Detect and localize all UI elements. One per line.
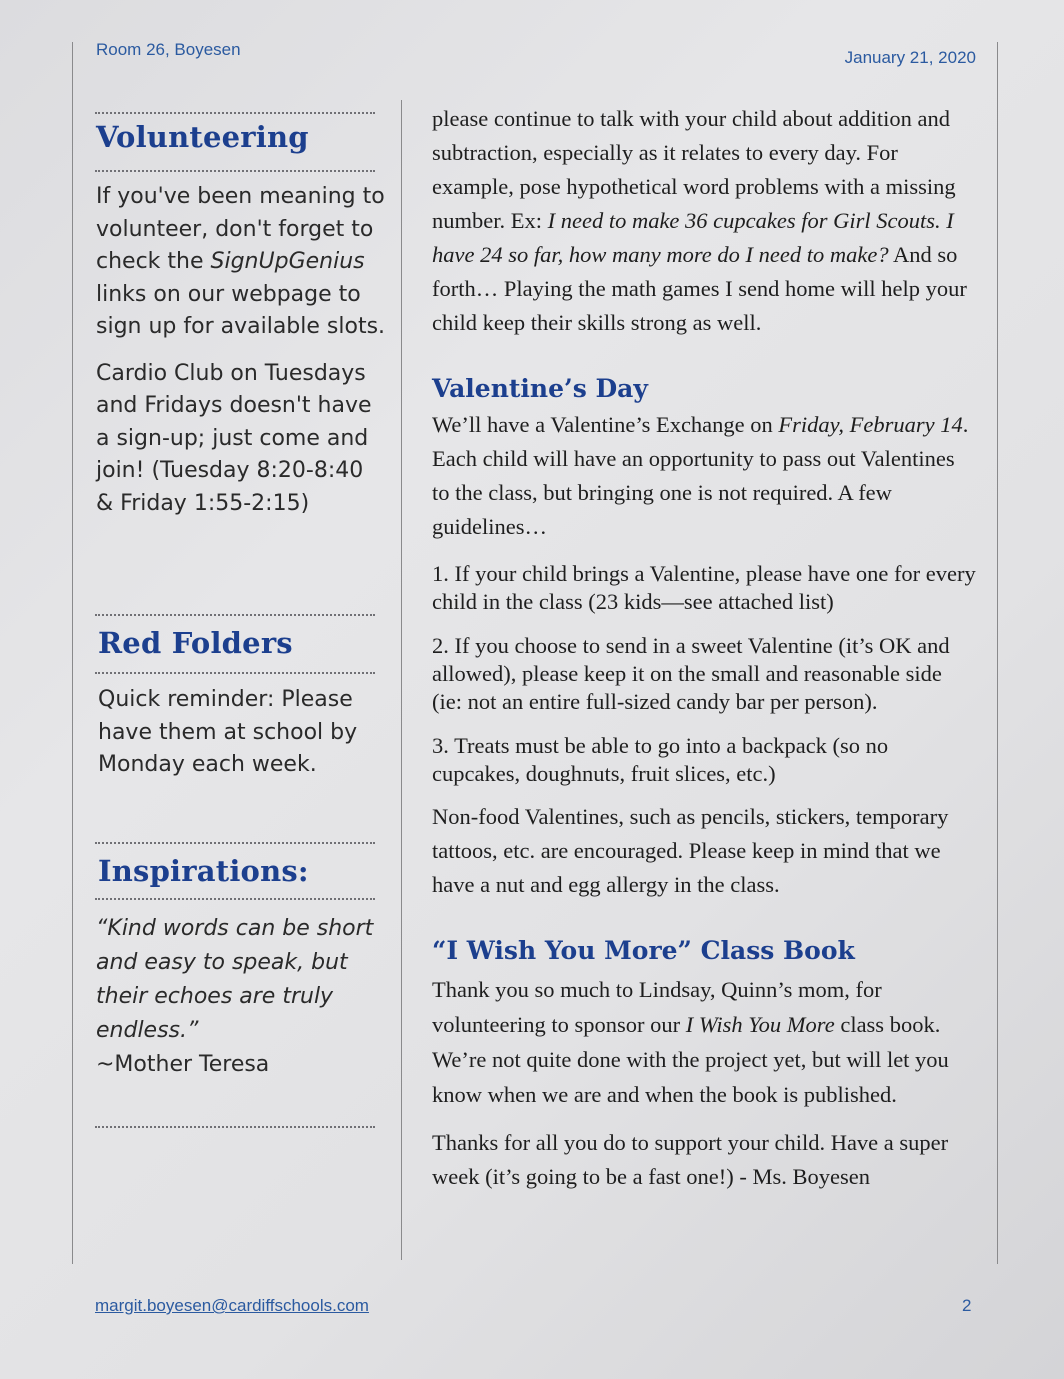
divider-dotted [95, 112, 375, 114]
volunteering-text: If you've been meaning to volunteer, don't forget to check the [96, 184, 385, 274]
book-title: I Wish You More [685, 1012, 835, 1037]
red-folders-body [98, 684, 388, 796]
page-border-left [72, 42, 73, 1264]
inspirations-heading: Inspirations: [98, 854, 309, 888]
email-link[interactable]: margit.boyesen@cardiffschools.com [95, 1296, 369, 1315]
divider-dotted [95, 842, 375, 844]
page-number: 2 [962, 1296, 972, 1315]
class-book-text: Thank you so much to Lindsay, Quinn’s mom, for volunteering to sponsor our [432, 977, 882, 1037]
guideline-item-3: 3. Treats must be able to go into a backpack (so no cupcakes, doughnuts, fruit slices, etc.) [432, 733, 889, 786]
inspiration-author: ~Mother Teresa [96, 1052, 270, 1077]
red-folders-text: Quick reminder: Please have them at school by Monday each week. [98, 687, 358, 777]
divider-dotted [95, 1126, 375, 1128]
volunteering-paragraph [96, 181, 386, 344]
nonfood-paragraph: Non-food Valentines, such as pencils, stickers, temporary tattoos, etc. are encouraged. Please keep in mind that we have a nut and egg allergy in the class. [432, 804, 949, 897]
closing-paragraph: Thanks for all you do to support your child. Have a super week (it’s going to be a fast one!) - Ms. Boyesen [432, 1130, 949, 1189]
newsletter-date: January 21, 2020 [844, 48, 976, 67]
volunteering-body [96, 181, 386, 534]
divider-dotted [95, 898, 375, 900]
math-paragraph [432, 102, 977, 340]
guideline-item-1: 1. If your child brings a Valentine, please have one for every child in the class (23 kids—see attached list) [432, 561, 976, 614]
class-book-text-end: class book. We’re not quite done with the project yet, but will let you know when we are and when the book is published. [432, 1012, 949, 1107]
divider-dotted [95, 614, 375, 616]
math-example: I need to make 36 cupcakes for Girl Scouts. I have 24 so far, how many more do I need to make? [432, 208, 954, 267]
column-divider [401, 100, 402, 1260]
valentines-date: Friday, February 14 [778, 412, 963, 437]
class-book-heading: “I Wish You More” Class Book [432, 936, 855, 965]
valentines-intro [432, 408, 977, 544]
page-border-right [997, 42, 998, 1264]
red-folders-heading: Red Folders [98, 626, 293, 660]
guideline-item-2: 2. If you choose to send in a sweet Valentine (it’s OK and allowed), please keep it on the small and reasonable side (ie: not an entire full-sized candy bar per person). [432, 633, 950, 714]
valentines-heading: Valentine’s Day [432, 374, 648, 403]
math-text: please continue to talk with your child about addition and subtraction, especially as it relates to every day. For example, pose hypothetical word problems with a missing number. Ex: [432, 106, 956, 233]
main-column [432, 102, 977, 1194]
inspiration-quote: “Kind words can be short and easy to speak, but their echoes are truly endless.” [96, 916, 374, 1043]
volunteering-heading: Volunteering [96, 120, 309, 154]
math-text-end: And so forth… Playing the math games I send home will help your child keep their skills strong as well. [432, 242, 967, 335]
divider-dotted [95, 170, 375, 172]
volunteering-text-end: links on our webpage to sign up for available slots. [96, 281, 386, 339]
class-book-paragraph [432, 972, 977, 1112]
divider-dotted [95, 672, 375, 674]
signupgenius-link[interactable]: SignUpGenius [210, 249, 365, 274]
valentines-text-end: . Each child will have an opportunity to pass out Valentines to the class, but bringing one is not required. A few guidelines… [432, 412, 969, 539]
cardio-club-paragraph: Cardio Club on Tuesdays and Fridays doesn't have a sign-up; just come and join! (Tuesday 8:20-8:40 & Friday 1:55-2:15) [96, 360, 372, 516]
inspirations-body [96, 912, 396, 1082]
valentines-text: We’ll have a Valentine’s Exchange on [432, 412, 779, 437]
room-label: Room 26, Boyesen [96, 40, 241, 59]
